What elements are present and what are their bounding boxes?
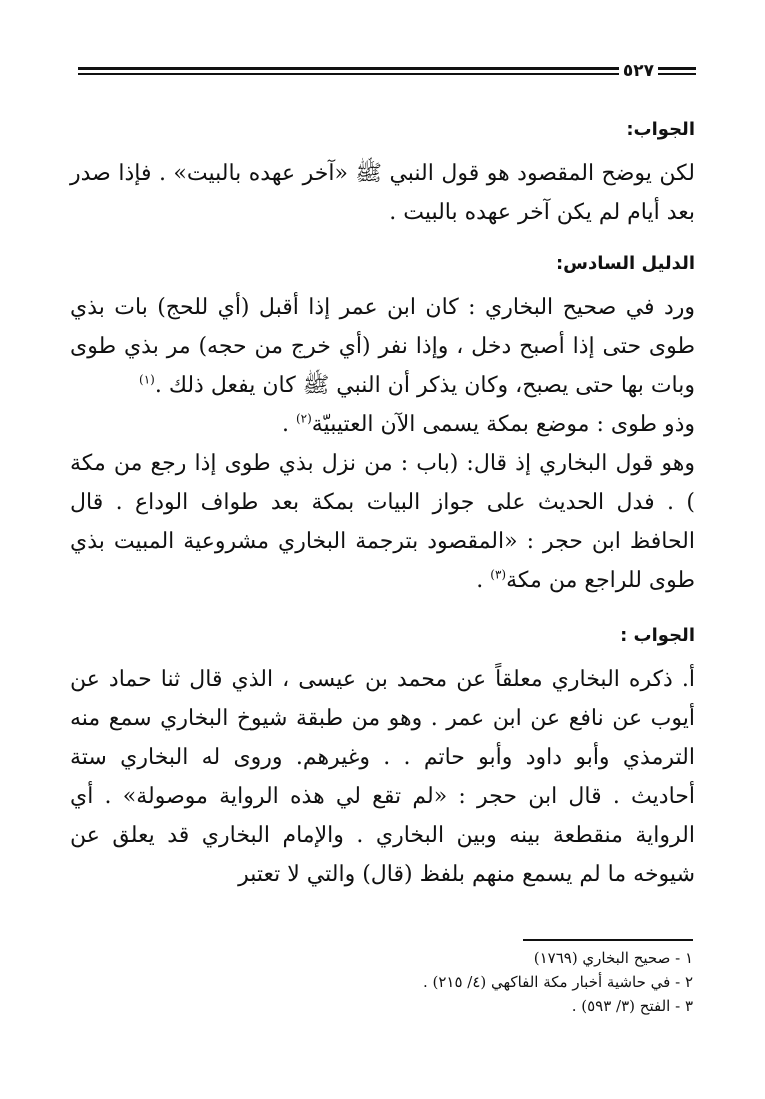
running-header [78,60,696,82]
section-heading-answer-2: الجواب : [620,625,695,646]
paragraph-text: وذو طوى : موضع بمكة يسمى الآن العتيبيّة [311,412,695,437]
paragraph: وهو قول البخاري إذ قال: (باب : من نزل بذي طوى إذا رجع من مكة ) . فدل الحديث على جواز البيات بمكة بعد طواف الوداع . قال الحافظ ابن حجر : «المقصود بترجمة البخاري مشروعية المبيت بذي طوى للراجع من مكة$^{(٣)}$ . [70,451,695,593]
footnote: ٢ - في حاشية أخبار مكة الفاكهي (٤/ ٢١٥) . [422,973,693,991]
paragraph [70,288,695,405]
footnotes [193,946,693,1018]
footnote: ٣ - الفتح (٣/ ٥٩٣) . [571,997,693,1015]
header-rule-left [78,67,619,75]
header-rule-right [658,67,696,75]
footnote-marker: (٣) [490,567,507,582]
paragraph-text: ورد في صحيح البخاري : كان ابن عمر إذا أقبل (أي للحج) بات بذي طوى حتى إذا أصبح دخل ، وإذا نفر (أي خرج من حجه) مر بذي طوى وبات بها حتى يصبح، وكان يذكر أن النبي ﷺ كان يفعل ذلك . [70,295,695,398]
paragraph: لكن يوضح المقصود هو قول النبي ﷺ «آخر عهده بالبيت» . فإذا صدر بعد أيام لم يكن آخر عهده بالبيت . [70,161,695,225]
paragraph: أ. ذكره البخاري معلقاً عن محمد بن عيسى ، الذي قال ثنا حماد عن أيوب عن نافع عن ابن عمر . وهو من طبقة شيوخ البخاري سمع منه الترمذي وأبو داود وأبو حاتم . . وغيرهم. وروى له البخاري ستة أحاديث . قال ابن حجر : «لم تقع لي هذه الرواية موصولة» . أي الرواية منقطعة بينه وبين البخاري . والإمام البخاري قد يعلق عن شيوخه ما لم يسمع منهم بلفظ (قال) والتي لا تعتبر [70,667,695,887]
footnote: ١ - صحيح البخاري (١٧٦٩) [533,949,693,967]
page-body [70,112,695,894]
paragraph: وذو طوى : موضع بمكة يسمى الآن العتيبيّة$^{(٢)}$ . [281,411,695,437]
page-number: ٥٢٧ [622,60,654,81]
footnote-marker: (٢) [295,411,312,426]
footnote-marker: (١) [139,372,155,387]
footnote-separator [523,939,693,941]
section-heading-answer-1: الجواب: [626,119,695,140]
paragraph-text: وهو قول البخاري إذ قال: (باب : من نزل بذي طوى إذا رجع من مكة ) . فدل الحديث على جواز البيات بمكة بعد طواف الوداع . قال الحافظ ابن حجر : «المقصود بترجمة البخاري مشروعية المبيت بذي طوى للراجع من مكة [70,451,695,593]
section-heading-sixth-evidence: الدليل السادس: [555,253,695,274]
